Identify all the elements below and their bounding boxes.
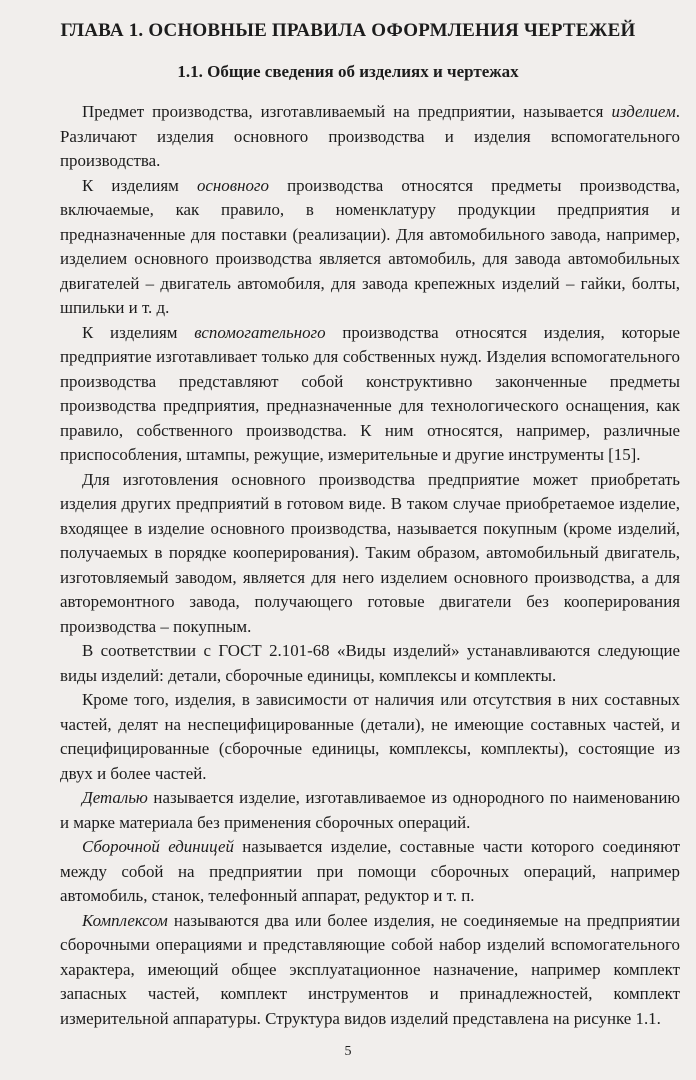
paragraph xyxy=(60,321,680,468)
italic-term: вспомогательного xyxy=(194,322,326,342)
text-run: Кроме того, изделия, в зависимости от наличия или отсутствия в них составных частей, делят на неспецифицированные (детали), не имеющие составных частей, и специфицированные (сборочные единицы, комплексы, комплекты), состоящие из двух и более частей. xyxy=(60,690,680,783)
italic-term: Сборочной единицей xyxy=(82,837,234,856)
text-run: К изделиям xyxy=(82,322,195,342)
section-title: 1.1. Общие сведения об изделиях и чертежах xyxy=(177,62,519,81)
paragraph xyxy=(60,835,680,909)
text-run: К изделиям xyxy=(82,175,197,195)
paragraph xyxy=(60,909,680,1032)
paragraph xyxy=(60,639,680,688)
text-run: называются два или более изделия, не соединяемые на предприятии сборочными операциями и представляющие собой набор изделий вспомогательного характера, имеющий общее эксплуатационное назначение, например комплект запасных частей, комплект инструментов и принадлежностей, комплект измерительной аппаратуры. Структура видов изделий представлена на рисунке 1.1. xyxy=(60,910,680,1028)
italic-term: Комплексом xyxy=(82,910,168,930)
paragraph xyxy=(60,688,680,786)
text-run: . Различают изделия основного производства и изделия вспомогательного производства. xyxy=(60,102,680,170)
text-run: называется изделие, составные части которого соединяют между собой на предприятии при помощи сборочных операций, например автомобиль, станок, телефонный аппарат, редуктор и т. п. xyxy=(60,837,680,905)
chapter-title: ГЛАВА 1. ОСНОВНЫЕ ПРАВИЛА ОФОРМЛЕНИЯ ЧЕРТЕЖЕЙ xyxy=(60,20,636,41)
text-run: производства относятся изделия, которые предприятие изготавливает только для собственных нужд. Изделия вспомогательного производства представляют собой конструктивно законченные предметы производства предприятия, предназначенные для технологического оснащения, как правило, собственного производства. К ним относятся, например, различные приспособления, штампы, режущие, измерительные и другие инструменты [15]. xyxy=(60,322,680,464)
paragraph xyxy=(60,468,680,640)
text-run: Для изготовления основного производства предприятие может приобретать изделия других предприятий в готовом виде. В таком случае приобретаемое изделие, входящее в изделие основного производства, называется покупным (кроме изделий, получаемых в порядке кооперирования). Таким образом, автомобильный двигатель, изготовляемый заводом, является для него изделием основного производства, а для авторемонтного завода, получающего готовые двигатели без кооперирования производства – покупным. xyxy=(60,469,680,636)
page-number: 5 xyxy=(344,1044,352,1059)
text-run: В соответствии с ГОСТ 2.101-68 «Виды изделий» устанавливаются следующие виды изделий: детали, сборочные единицы, комплексы и комплекты. xyxy=(60,641,680,685)
italic-term: основного xyxy=(196,175,269,195)
paragraph xyxy=(60,786,680,835)
paragraph xyxy=(60,100,680,174)
text-run: называется изделие, изготавливаемое из однородного по наименованию и марке материала без применения сборочных операций. xyxy=(60,788,680,832)
italic-term: изделием xyxy=(611,102,676,121)
text-run: Предмет производства, изготавливаемый на предприятии, называется xyxy=(82,102,612,121)
paragraph xyxy=(60,174,680,321)
text-run: производства относятся предметы производства, включаемые, как правило, в номенклатуру продукции предприятия и предназначенные для поставки (реализации). Для автомобильного завода, например, изделием основного производства является автомобиль, для завода автомобильных двигателей – двигатель автомобиля, для завода крепежных изделий – гайки, болты, шпильки и т. д. xyxy=(60,175,681,317)
italic-term: Деталью xyxy=(82,788,148,807)
body-text xyxy=(60,100,680,1031)
